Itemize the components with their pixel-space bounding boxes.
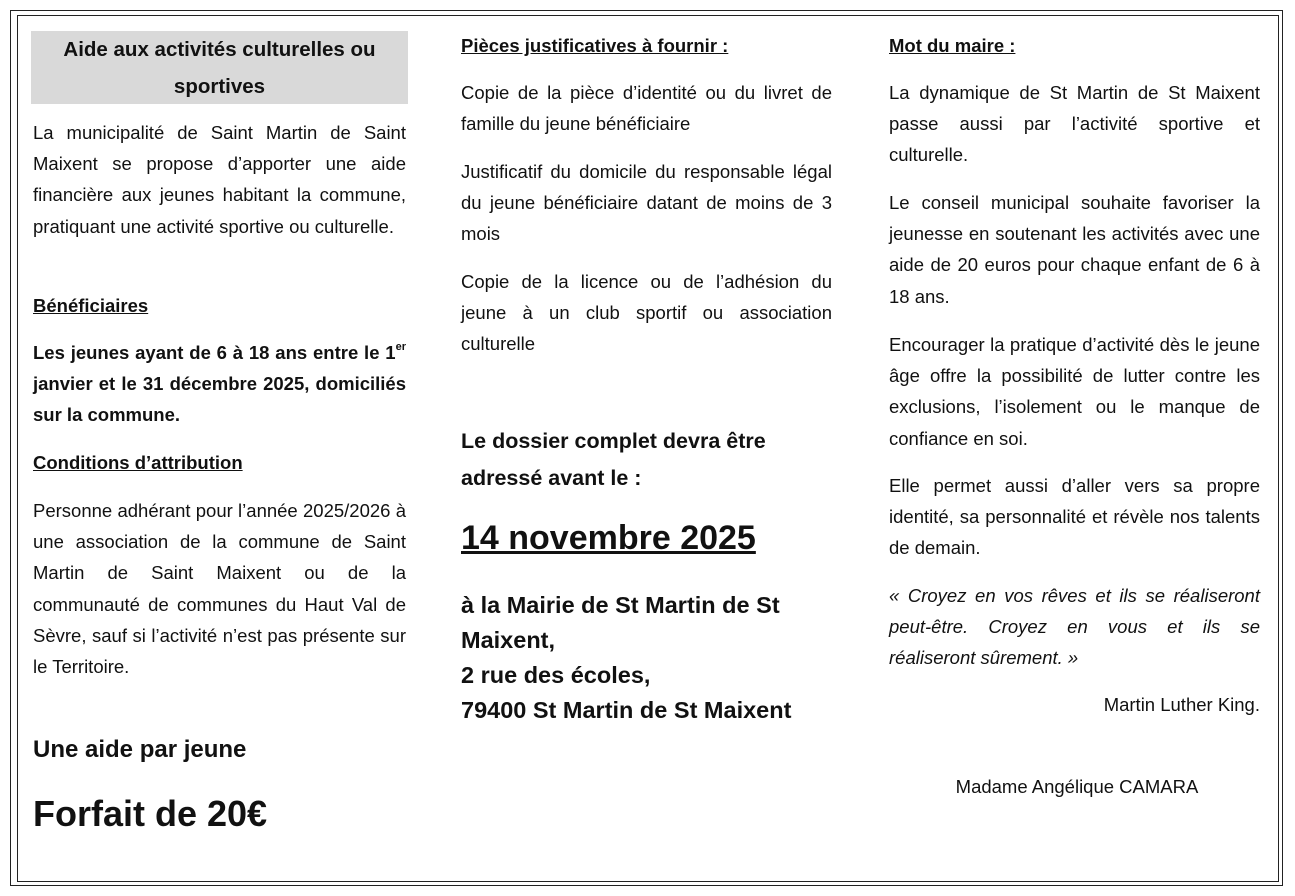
piece-item: Copie de la licence ou de l’adhésion du jeune à un club sportif ou association culturelle: [461, 271, 832, 355]
forfait-line: Forfait de 20€: [33, 793, 268, 834]
address-line: 79400 St Martin de St Maixent: [461, 697, 792, 723]
dossier-line-2: adressé avant le :: [461, 466, 642, 490]
conditions-paragraph: Personne adhérant pour l’année 2025/2026 à une association de la commune de Saint Martin de Saint Maixent ou de la communauté de communes du Haut Val de Sèvre, sauf si l’activité n’est pas présente sur le Territoire.: [33, 500, 406, 678]
maire-paragraph: Le conseil municipal souhaite favoriser la jeunesse en soutenant les activités avec une aide de 20 euros pour chaque enfant de 6 à 18 ans.: [889, 192, 1260, 307]
conditions-heading: Conditions d’attribution: [33, 452, 243, 473]
deadline-date: 14 novembre 2025: [461, 519, 756, 557]
maire-paragraph: Encourager la pratique d’activité dès le jeune âge offre la possibilité de lutter contre les exclusions, l’isolement ou le manque de confiance en soi.: [889, 334, 1260, 449]
mayor-signature: Madame Angélique CAMARA: [955, 776, 1199, 797]
quote-author: Martin Luther King.: [1103, 694, 1260, 715]
maire-heading: Mot du maire :: [889, 35, 1016, 56]
address-line: 2 rue des écoles,: [461, 662, 651, 688]
piece-item: Justificatif du domicile du responsable légal du jeune bénéficiaire datant de moins de 3 mois: [461, 161, 832, 245]
beneficiaires-heading: Bénéficiaires: [33, 295, 149, 316]
flyer-title: Aide aux activités culturelles ou sportives: [31, 31, 408, 104]
address-line: à la Mairie de St Martin de St: [461, 592, 780, 618]
quote-text: « Croyez en vos rêves et ils se réaliseront peut-être. Croyez en vous et ils se réaliseront sûrement. »: [889, 585, 1260, 669]
maire-paragraph: Elle permet aussi d’aller vers sa propre identité, sa personnalité et révèle nos talents de demain.: [889, 475, 1260, 559]
address-line: Maixent,: [461, 627, 556, 653]
aide-line: Une aide par jeune: [33, 736, 247, 763]
maire-paragraph: La dynamique de St Martin de St Maixent passe aussi par l’activité sportive et culturelle.: [889, 82, 1260, 166]
piece-item: Copie de la pièce d’identité ou du livret de famille du jeune bénéficiaire: [461, 82, 832, 135]
intro-paragraph: La municipalité de Saint Martin de Saint Maixent se propose d’apporter une aide financière aux jeunes habitant la commune, pratiquant une activité sportive ou culturelle.: [33, 122, 406, 237]
beneficiaires-text: Les jeunes ayant de 6 à 18 ans entre le 1er janvier et le 31 décembre 2025, domiciliés sur la commune.: [33, 341, 406, 426]
dossier-line-1: Le dossier complet devra être: [461, 429, 766, 453]
pieces-heading: Pièces justificatives à fournir :: [461, 35, 729, 56]
